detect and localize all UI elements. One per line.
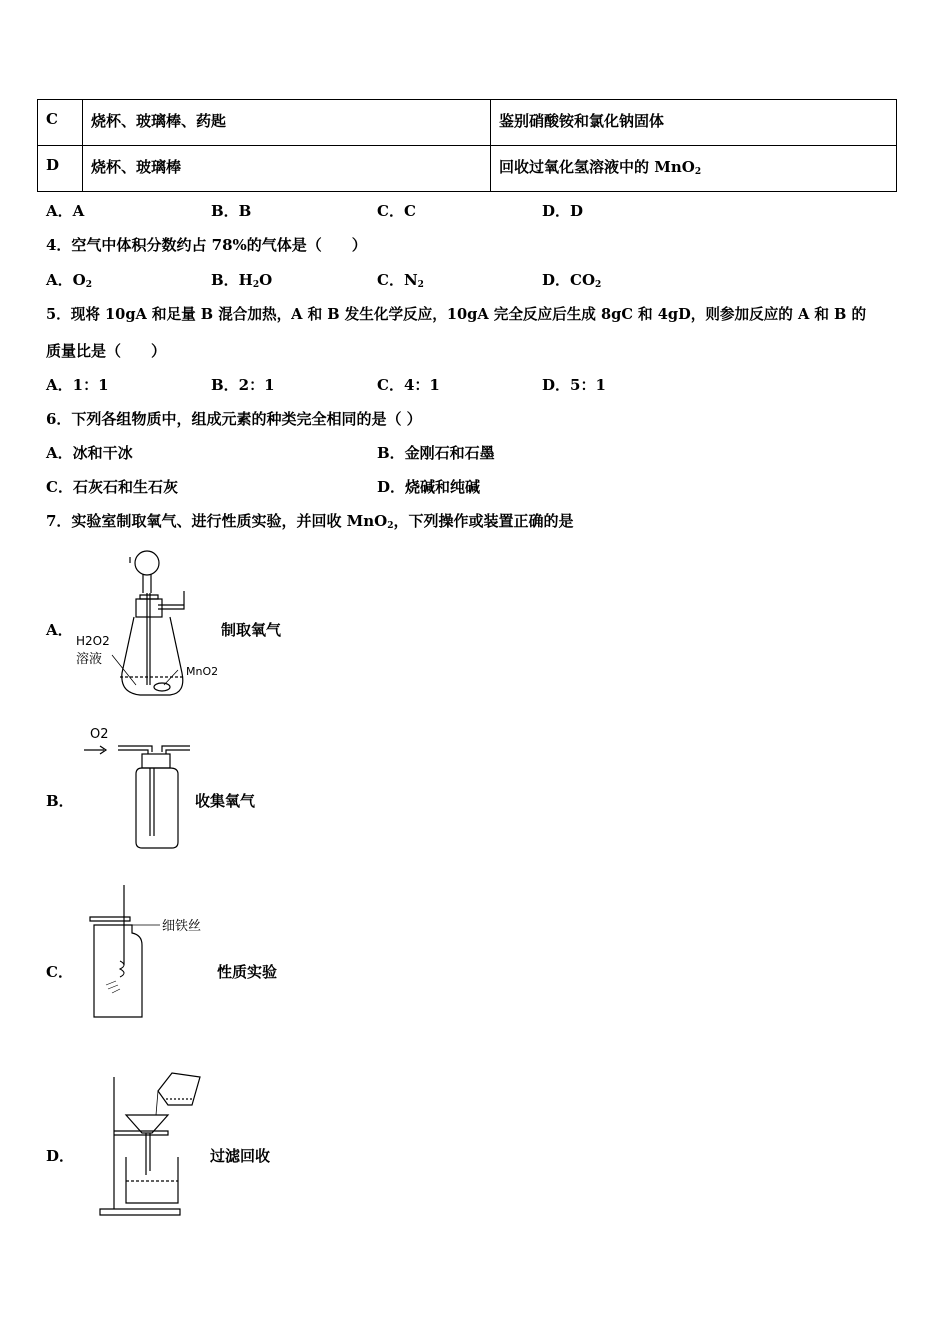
- q7-option-d-caption: 过滤回收: [210, 1147, 271, 1165]
- row-purpose: 回收过氧化氢溶液中的 MnO$_2$: [491, 146, 897, 192]
- q3-option-c[interactable]: C．C: [377, 202, 416, 220]
- q7-stem: 7．实验室制取氧气、进行性质实验，并回收 MnO$_2$，下列操作或装置正确的是: [46, 512, 574, 531]
- q4-option-d[interactable]: D．$CO_2$: [542, 271, 602, 290]
- q7-option-b-caption: 收集氧气: [195, 792, 256, 810]
- iron-wire-combustion-bottle-icon: [86, 885, 216, 1025]
- q7-option-b-letter[interactable]: B．: [46, 792, 74, 810]
- q7-option-a-letter[interactable]: A．: [46, 621, 73, 639]
- q5-option-c[interactable]: C．4：1: [377, 376, 440, 394]
- q3-option-d[interactable]: D．D: [542, 202, 584, 220]
- q6-option-a[interactable]: A．冰和干冰: [46, 444, 133, 462]
- q6-option-b[interactable]: B．金刚石和石墨: [377, 444, 495, 462]
- h2o2-label: H2O2: [76, 634, 110, 648]
- row-label: C: [38, 100, 83, 146]
- q6-stem: 6．下列各组物质中，组成元素的种类完全相同的是（ ）: [46, 410, 422, 428]
- q3-option-a[interactable]: A．A: [46, 202, 85, 220]
- q3-option-b[interactable]: B．B: [211, 202, 252, 220]
- mno2-label: MnO2: [186, 665, 219, 678]
- o2-label: O2: [90, 727, 109, 742]
- q5-stem-line2: 质量比是（ ）: [46, 342, 167, 360]
- filtration-apparatus-icon: [96, 1065, 211, 1220]
- q7-option-d-letter[interactable]: D．: [46, 1147, 75, 1165]
- gas-collection-bottle-icon: [80, 722, 195, 854]
- q7-option-a-caption: 制取氧气: [221, 621, 282, 639]
- q5-option-a[interactable]: A．1：1: [46, 376, 109, 394]
- row-label: D: [38, 146, 83, 192]
- erlenmeyer-flask-apparatus-icon: [70, 545, 230, 700]
- option-table: [37, 99, 897, 192]
- q4-option-c[interactable]: C．$N_2$: [377, 271, 424, 290]
- row-tools: 烧杯、玻璃棒: [83, 146, 491, 192]
- q4-stem: 4．空气中体积分数约占 78%的气体是（ ）: [46, 236, 367, 254]
- row-tools: 烧杯、玻璃棒、药匙: [83, 100, 491, 146]
- q7-option-c-letter[interactable]: C．: [46, 963, 73, 981]
- table-row: [38, 100, 897, 146]
- q4-option-a[interactable]: A．$O_2$: [46, 271, 92, 290]
- iron-wire-label: 细铁丝: [162, 919, 202, 934]
- row-purpose: 鉴别硝酸铵和氯化钠固体: [491, 100, 897, 146]
- q5-option-d[interactable]: D．5：1: [542, 376, 606, 394]
- q7-option-c-caption: 性质实验: [217, 963, 278, 981]
- table-row: [38, 146, 897, 192]
- q5-option-b[interactable]: B．2：1: [211, 376, 275, 394]
- q6-option-d[interactable]: D．烧碱和纯碱: [377, 478, 481, 496]
- solution-label: 溶液: [76, 652, 103, 667]
- q5-stem-line1: 5．现将 10gA 和足量 B 混合加热，A 和 B 发生化学反应，10gA 完全反应后生成 8gC 和 4gD，则参加反应的 A 和 B 的: [46, 306, 867, 323]
- q6-option-c[interactable]: C．石灰石和生石灰: [46, 478, 178, 496]
- q4-option-b[interactable]: B．$H_2O$: [211, 271, 273, 290]
